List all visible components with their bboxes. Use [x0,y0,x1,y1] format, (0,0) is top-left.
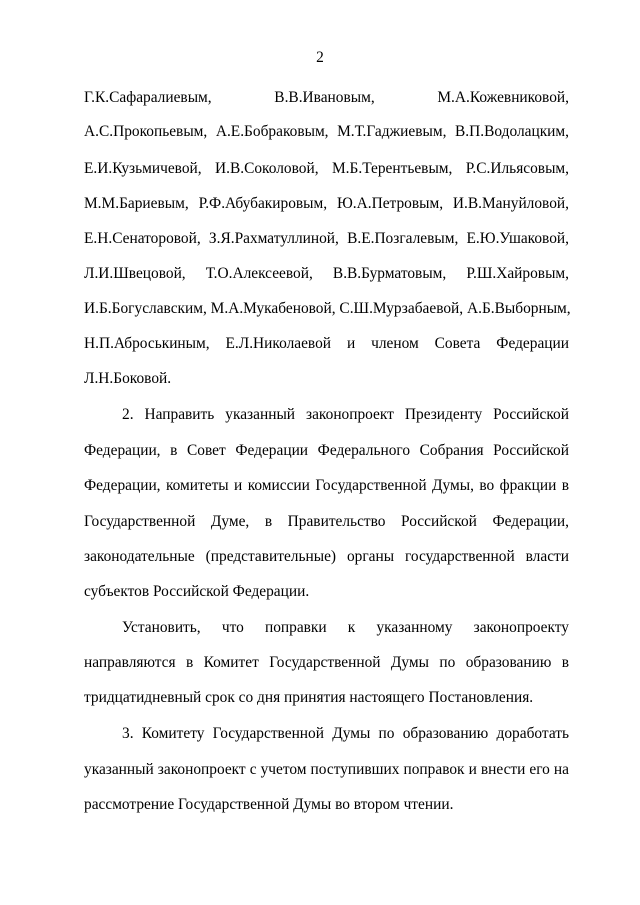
text-line: рассмотрение Государственной Думы во втором чтении. [84,796,454,813]
paragraph-3-start: 3. Комитету Государственной Думы по образованию доработать [122,725,569,742]
text-line: тридцатидневный срок со дня принятия настоящего Постановления. [84,689,534,706]
text-line: Н.П.Аброськиным, Е.Л.Николаевой и членом Совета Федерации [84,335,569,352]
text-line: Федерации, в Совет Федерации Федерального Собрания Российской [84,442,569,459]
text-line: субъектов Российской Федерации. [84,583,310,600]
text-line: Е.Н.Сенаторовой, З.Я.Рахматуллиной, В.Е.Позгалевым, Е.Ю.Ушаковой, [84,230,569,247]
text-line: указанный законопроект с учетом поступивших поправок и внести его на [84,761,569,778]
text-line: А.С.Прокопьевым, А.Е.Бобраковым, М.Т.Гаджиевым, В.П.Водолацким, [84,123,569,140]
text-line: Л.И.Швецовой, Т.О.Алексеевой, В.В.Бурматовым, Р.Ш.Хайровым, [84,265,569,282]
text-line: Е.И.Кузьмичевой, И.В.Соколовой, М.Б.Терентьевым, Р.С.Ильясовым, [84,160,569,177]
text-line: И.Б.Богуславским, М.А.Мукабеновой, С.Ш.Мурзабаевой, А.Б.Выборным, [84,300,571,317]
text-line: направляются в Комитет Государственной Думы по образованию в [84,654,569,671]
paragraph-ustanovit-start: Установить, что поправки к указанному законопроекту [122,619,569,636]
text-line: Федерации, комитеты и комиссии Государственной Думы, во фракции в [84,477,569,494]
text-line: М.М.Бариевым, Р.Ф.Абубакировым, Ю.А.Петровым, И.В.Мануйловой, [84,195,569,212]
text-line: Государственной Думе, в Правительство Российской Федерации, [84,513,569,530]
text-line: законодательные (представительные) органы государственной власти [84,548,569,565]
paragraph-2-start: 2. Направить указанный законопроект Президенту Российской [122,406,569,423]
text-line: Г.К.Сафаралиевым, В.В.Ивановым, М.А.Кожевниковой, [84,89,569,106]
text-line: Л.Н.Боковой. [84,370,172,387]
page-number: 2 [316,49,324,66]
